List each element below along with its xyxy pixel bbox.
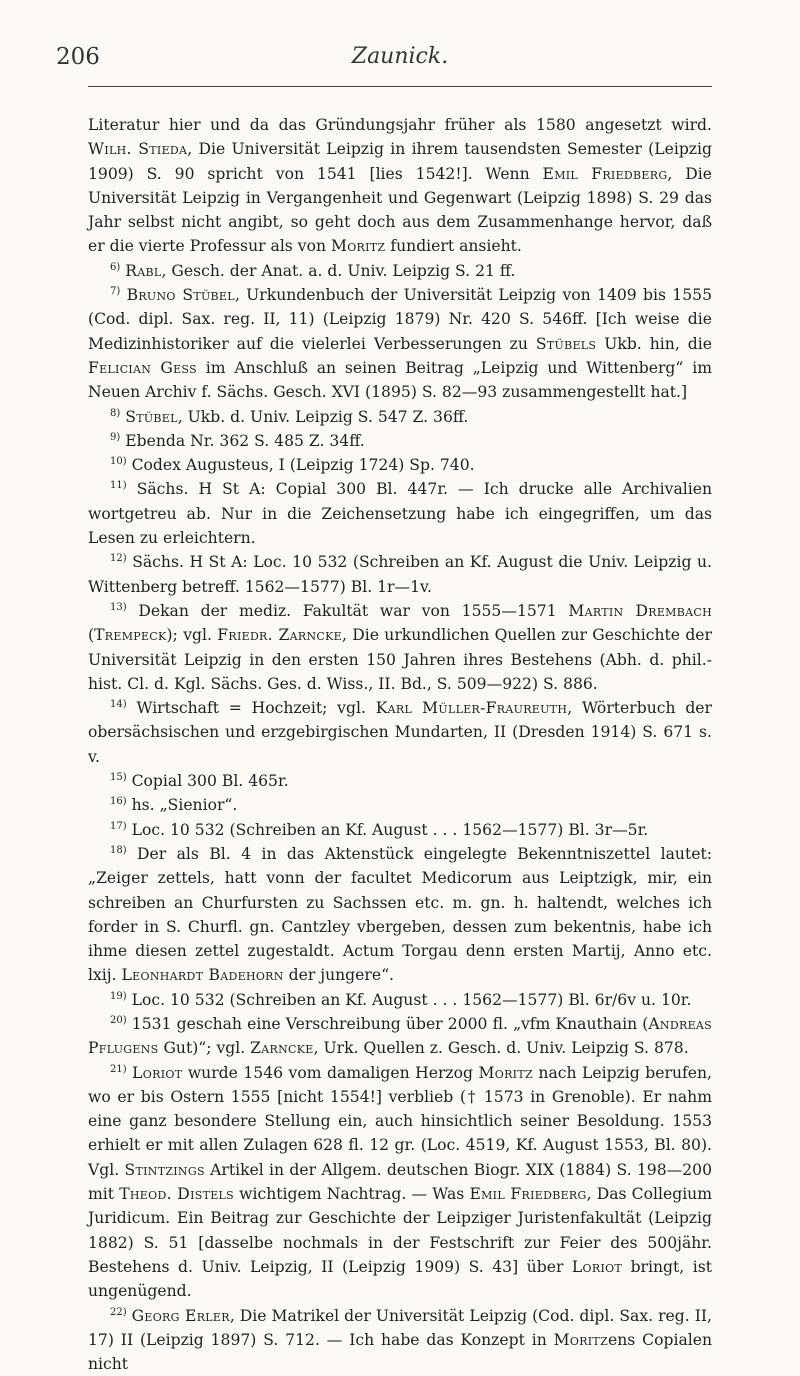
footnote-number: 11) <box>110 480 127 492</box>
person-name: Moritz <box>478 1063 533 1082</box>
person-name: Trempeck <box>94 626 167 645</box>
person-name: Georg Erler <box>131 1306 230 1325</box>
footnote-number: 8) <box>110 407 121 419</box>
footnote: $^{22)}$ Georg Erler, Die Matrikel der Universität Leipzig (Cod. dipl. Sax. reg. II, 17) II (Leipzig 1897) S. 712. — Ich habe das Konzept in Moritzens Copialen nicht <box>88 1306 713 1374</box>
page-number: 206 <box>56 44 100 70</box>
footnote: $^{20)}$ 1531 geschah eine Verschreibung über 2000 fl. „vfm Knauthain (Andreas Pflugens Gut)“; vgl. Zarncke, Urk. Quellen z. Gesch. d. Univ. Leipzig S. 878. <box>88 1014 712 1058</box>
person-name: Martin Drembach <box>568 601 712 620</box>
footnote: $^{18)}$ Der als Bl. 4 in das Aktenstück eingelegte Bekenntniszettel lautet: „Zeiger zettels, hatt vonn der facultet Medicorum aus Leiptzigk, mir, ein schreiben an Churfursten zu Sachssen etc. m. gn. h. haltendt, welches ich forder in S. Churfl. gn. Cantzley vbergeben, dessen zum bekentnis, habe ich ihme diesen zettel zugestaldt. Actum Torgau denn ersten Martij, Anno etc. lxij. Leonhardt Badehorn der jungere“. <box>88 844 712 985</box>
footnote: $^{9)}$ Ebenda Nr. 362 S. 485 Z. 34ff. <box>110 431 365 450</box>
footnote-number: 10) <box>110 455 127 467</box>
footnote: $^{12)}$ Sächs. H St A: Loc. 10 532 (Schreiben an Kf. August die Univ. Leipzig u. Wittenberg betreff. 1562—1577) Bl. 1r—1v. <box>88 553 712 596</box>
footnotes <box>88 259 712 1376</box>
footnote-number: 20) <box>110 1014 127 1026</box>
footnote-number: 16) <box>110 796 127 808</box>
footnote: $^{8)}$ Stübel, Ukb. d. Univ. Leipzig S. 547 Z. 36ff. <box>110 407 469 426</box>
footnote: $^{11)}$ Sächs. H St A: Copial 300 Bl. 447r. — Ich drucke alle Archivalien wortgetreu ab. Nur in die Zeichensetzung habe ich eingegriffen, um das Lesen zu erleichtern. <box>88 480 712 548</box>
person-name: Zarncke <box>250 1039 314 1058</box>
footnote: $^{13)}$ Dekan der mediz. Fakultät war von 1555—1571 Martin Drembach (Trempeck); vgl. Friedr. Zarncke, Die urkundlichen Quellen zur Geschichte der Universität Leipzig in den ersten 150 Jahren ihres Bestehens (Abh. d. phil.-hist. Cl. d. Kgl. Sächs. Ges. d. Wiss., II. Bd., S. 509—922) S. 886. <box>88 601 712 693</box>
person-name: Leonhardt Badehorn <box>121 966 284 985</box>
person-name: Karl Müller-Fraureuth <box>375 699 568 718</box>
running-title: Zaunick. <box>351 44 449 69</box>
footnote-number: 22) <box>110 1306 127 1318</box>
footnote: $^{14)}$ Wirtschaft = Hochzeit; vgl. Karl Müller-Fraureuth, Wörterbuch der obersächsischen und erzgebirgischen Mundarten, II (Dresden 1914) S. 671 s. v. <box>88 698 712 766</box>
footnote: $^{7)}$ Bruno Stübel, Urkundenbuch der Universität Leipzig von 1409 bis 1555 (Cod. dipl. Sax. reg. II, 11) (Leipzig 1879) Nr. 420 S. 546ff. [Ich weise die Medizinhistoriker auf die vielerlei Verbesserungen zu Stübels Ukb. hin, die Felician Gess im Anschluß an seinen Beitrag „Leipzig und Wittenberg“ im Neuen Archiv f. Sächs. Gesch. XVI (1895) S. 82—93 zusammengestellt hat.] <box>88 285 712 402</box>
footnote-number: 6) <box>110 261 121 273</box>
footnote-number: 7) <box>110 285 121 297</box>
footnote-number: 18) <box>110 844 127 856</box>
person-name: Moritz <box>553 1330 609 1349</box>
footnote-number: 19) <box>110 990 127 1002</box>
person-name: Andreas Pflugens <box>88 1014 712 1058</box>
page-body <box>88 113 712 1376</box>
person-name: Moritz <box>330 237 386 256</box>
person-name: Rabl <box>125 261 162 280</box>
footnote-number: 9) <box>110 431 121 443</box>
person-name: Bruno Stübel <box>126 286 235 305</box>
footnote: $^{21)}$ Loriot wurde 1546 vom damaligen Herzog Moritz nach Leipzig berufen, wo er bis Ostern 1555 [nicht 1554!] verblieb († 1573 in Grenoble). Er nahm eine ganz besondere Stellung ein, auch hinsichtlich seiner Besoldung. 1553 erhielt er mit allen Zulagen 628 fl. 12 gr. (Loc. 4519, Kf. August 1553, Bl. 80). Vgl. Stintzings Artikel in der Allgem. deutschen Biogr. XIX (1884) S. 198—200 mit Theod. Distels wichtigem Nachtrag. — Was Emil Friedberg, Das Collegium Juridicum. Ein Beitrag zur Geschichte der Leipziger Juristenfakultät (Leipzig 1882) S. 51 [dasselbe nochmals in der Festschrift zur Feier des 500jähr. Bestehens d. Univ. Leipzig, II (Leipzig 1909) S. 43] über Loriot bringt, ist ungenügend. <box>88 1063 713 1301</box>
page-header <box>0 38 800 78</box>
person-name: Stübels <box>535 334 597 353</box>
footnote-number: 13) <box>110 601 127 613</box>
footnote: $^{19)}$ Loc. 10 532 (Schreiben an Kf. August . . . 1562—1577) Bl. 6r/6v u. 10r. <box>110 990 692 1009</box>
person-name: Loriot <box>571 1257 623 1276</box>
intro-paragraph: Literatur hier und da das Gründungsjahr früher als 1580 angesetzt wird. Wilh. Stieda, Die Universität Leipzig in ihrem tausendsten Semester (Leipzig 1909) S. 90 spricht von 1541 [lies 1542!]. Wenn Emil Friedberg, Die Universität Leipzig in Vergangenheit und Gegenwart (Leipzig 1898) S. 29 das Jahr selbst nicht angibt, so geht doch aus dem Zusammenhange hervor, daß er die vierte Professur als von Moritz fundiert ansieht. <box>88 116 712 256</box>
footnote-number: 14) <box>110 698 127 710</box>
footnote-number: 21) <box>110 1063 127 1075</box>
footnote-number: 12) <box>110 553 127 565</box>
author-name: Wilh. Stieda <box>88 140 188 159</box>
person-name: Theod. Distels <box>119 1185 234 1204</box>
author-name: Emil Friedberg <box>542 164 668 183</box>
footnote: $^{15)}$ Copial 300 Bl. 465r. <box>110 771 289 791</box>
footnote: $^{17)}$ Loc. 10 532 (Schreiben an Kf. August . . . 1562—1577) Bl. 3r—5r. <box>110 820 649 839</box>
footnote-number: 17) <box>110 820 127 832</box>
person-name: Loriot <box>132 1063 183 1082</box>
footnote: $^{10)}$ Codex Augusteus, I (Leipzig 1724) Sp. 740. <box>110 455 475 475</box>
person-name: Felician Gess <box>88 358 197 377</box>
person-name: Emil Friedberg <box>469 1185 587 1204</box>
footnote-number: 15) <box>110 771 127 783</box>
person-name: Stübel <box>125 407 178 426</box>
footnote: $^{6)}$ Rabl, Gesch. der Anat. a. d. Univ. Leipzig S. 21 ff. <box>110 261 516 280</box>
person-name: Stintzings <box>124 1160 205 1179</box>
footnote: $^{16)}$ hs. „Sienior“. <box>110 796 238 815</box>
person-name: Friedr. Zarncke <box>217 626 342 645</box>
header-rule <box>88 86 712 87</box>
